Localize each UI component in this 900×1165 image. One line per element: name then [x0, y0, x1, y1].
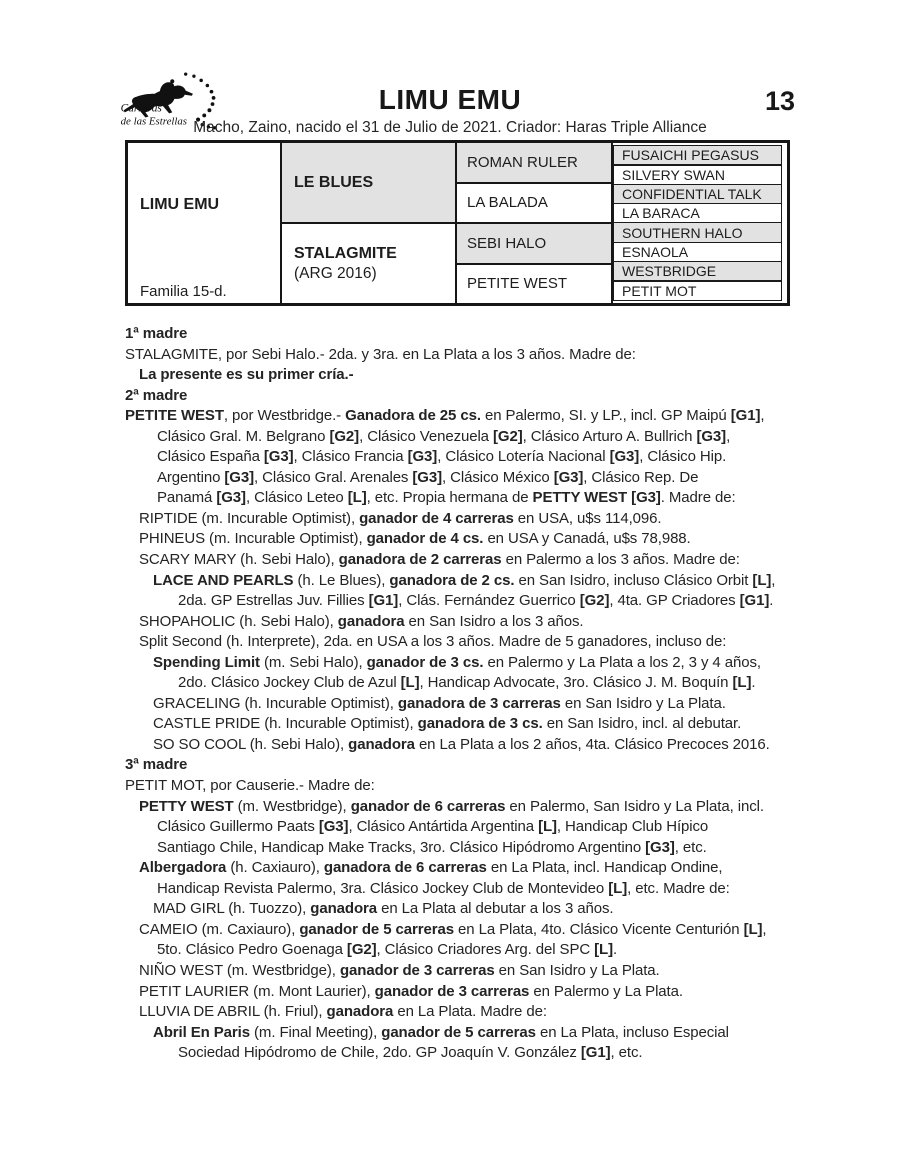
- text-segment: [G3]: [696, 427, 727, 445]
- text-segment: en La Plata, incl. Handicap Ondine,: [486, 859, 723, 877]
- text-segment: [G1]: [580, 1044, 611, 1062]
- text-segment: en La Plata al debutar a los 3 años.: [377, 900, 614, 918]
- text-segment: [G1]: [730, 407, 761, 425]
- text-segment: [L]: [732, 674, 752, 692]
- text-segment: en San Isidro, incluso Clásico Orbit: [514, 571, 753, 589]
- text-segment: Clásico España: [157, 448, 264, 466]
- pedigree-text-line: [139, 509, 870, 530]
- great-grandparent-cell: CONFIDENTIAL TALK: [613, 184, 782, 205]
- grandparent-cell: PETITE WEST: [457, 263, 611, 304]
- grandparent-cell: ROMAN RULER: [457, 143, 611, 182]
- text-segment: en Palermo, San Isidro y La Plata, incl.: [505, 797, 764, 815]
- text-segment: [G3]: [553, 468, 584, 486]
- text-segment: LLUVIA DE ABRIL (h. Friul),: [139, 1003, 327, 1021]
- text-segment: NIÑO WEST (m. Westbridge),: [139, 961, 340, 979]
- text-segment: , Handicap Advocate, 3ro. Clásico J. M. Boquín: [419, 674, 733, 692]
- dam-name: STALAGMITE: [294, 244, 397, 262]
- text-segment: ,: [726, 427, 731, 445]
- sire-name: LE BLUES: [294, 173, 374, 191]
- subject-cell: [128, 143, 280, 303]
- text-segment: en USA y Canadá, u$s 78,988.: [483, 530, 691, 548]
- text-segment: [L]: [608, 879, 628, 897]
- page-title: LIMU EMU: [378, 84, 522, 115]
- text-segment: 5to. Clásico Pedro Goenaga: [157, 941, 347, 959]
- text-segment: [L]: [400, 674, 420, 692]
- text-segment: 1ª madre: [125, 325, 188, 342]
- text-segment: , Clásico Venezuela: [359, 427, 493, 445]
- text-segment: ganadora: [310, 900, 378, 918]
- text-segment: Panamá: [157, 489, 217, 507]
- grandparent-cell: LA BALADA: [457, 182, 611, 223]
- text-segment: [G3]: [645, 838, 675, 856]
- text-segment: en La Plata, 4to. Clásico Vicente Centurión: [453, 920, 744, 938]
- text-segment: . Madre de:: [660, 489, 736, 507]
- text-segment: [G2]: [579, 592, 610, 610]
- text-segment: en La Plata. Madre de:: [393, 1003, 547, 1021]
- text-segment: Sociedad Hipódromo de Chile, 2do. GP Joaquín V. González: [178, 1044, 581, 1062]
- pedigree-text-line: [125, 324, 870, 345]
- text-segment: , Clásico Lotería Nacional: [437, 448, 610, 466]
- great-grandparent-cell: ESNAOLA: [613, 242, 782, 263]
- text-segment: 3ª madre: [125, 756, 188, 774]
- text-segment: [L]: [594, 941, 614, 959]
- text-segment: ganador de 3 carreras: [339, 961, 495, 979]
- great-grandparent-cell: WESTBRIDGE: [613, 261, 782, 282]
- text-segment: , Clásico Rep. De: [583, 468, 699, 486]
- text-segment: ganadora de 2 carreras: [338, 551, 502, 569]
- text-segment: (m. Sebi Halo),: [259, 653, 367, 671]
- text-segment: ganadora de 2 cs.: [389, 571, 515, 589]
- pedigree-text-line: [178, 591, 870, 612]
- pedigree-text-line: [153, 694, 870, 715]
- text-segment: La presente es su primer cría.-: [139, 366, 354, 384]
- text-segment: [G2]: [329, 427, 360, 445]
- pedigree-text-line: [157, 838, 870, 859]
- text-segment: [L]: [752, 571, 772, 589]
- pedigree-text-line: [139, 632, 870, 653]
- text-segment: [L]: [538, 818, 557, 836]
- text-segment: SO SO COOL (h. Sebi Halo),: [153, 735, 349, 753]
- great-grandparent-cell: LA BARACA: [613, 203, 782, 224]
- pedigree-text-line: [139, 550, 870, 571]
- text-segment: .: [769, 592, 774, 610]
- pedigree-text-line: [153, 1023, 870, 1044]
- text-segment: ganadora: [326, 1003, 394, 1021]
- text-segment: .: [751, 674, 756, 692]
- text-segment: CASTLE PRIDE (h. Incurable Optimist),: [153, 715, 418, 733]
- text-segment: Spending Limit: [153, 653, 260, 671]
- text-segment: .: [613, 941, 618, 959]
- text-segment: 2ª madre: [125, 386, 188, 404]
- text-segment: (m. Westbridge),: [233, 797, 351, 815]
- pedigree-text-line: [157, 817, 870, 838]
- text-segment: Albergadora: [139, 859, 227, 877]
- family-label: Familia 15-d.: [140, 283, 227, 300]
- logo-text-line1: Carreras: [120, 102, 162, 115]
- pedigree-text-line: [139, 529, 870, 550]
- text-segment: , etc.: [674, 838, 707, 856]
- text-segment: [G3]: [609, 448, 640, 466]
- pedigree-text-line: [153, 899, 870, 920]
- pedigree-text-line: [139, 1002, 870, 1023]
- parents-column: [280, 143, 455, 303]
- text-segment: ganador de 4 cs.: [366, 530, 484, 548]
- pedigree-text-line: [153, 735, 870, 756]
- text-segment: GRACELING (h. Incurable Optimist),: [153, 694, 398, 712]
- great-grandparent-cell: PETIT MOT: [613, 280, 782, 301]
- text-segment: 2da. GP Estrellas Juv. Fillies: [178, 592, 369, 610]
- pedigree-text-line: [125, 776, 870, 797]
- text-segment: [G3]: [263, 448, 294, 466]
- text-segment: SHOPAHOLIC (h. Sebi Halo),: [139, 612, 338, 630]
- text-segment: PETIT MOT, por Causerie.- Madre de:: [125, 777, 375, 795]
- text-segment: RIPTIDE (m. Incurable Optimist),: [139, 509, 360, 527]
- text-segment: [G2]: [346, 941, 377, 959]
- text-segment: Split Second (h. Interprete), 2da. en USA a los 3 años. Madre de 5 ganadores, incluso de:: [139, 633, 727, 651]
- text-segment: en Palermo y La Plata a los 2, 3 y 4 años,: [483, 653, 761, 671]
- text-segment: en Palermo, SI. y LP., incl. GP Maipú: [480, 407, 731, 425]
- text-segment: en Palermo a los 3 años. Madre de:: [501, 551, 740, 569]
- text-segment: PETITE WEST: [125, 407, 224, 425]
- pedigree-table: [125, 140, 790, 306]
- text-segment: ganadora de 6 carreras: [323, 859, 487, 877]
- pedigree-text-line: [139, 982, 870, 1003]
- pedigree-text-line: [157, 427, 870, 448]
- text-segment: Ganadora de 25 cs.: [345, 407, 481, 425]
- grandparents-column: [455, 143, 611, 303]
- text-segment: ,: [760, 407, 765, 425]
- pedigree-text-line: [125, 345, 870, 366]
- great-grandparent-cell: FUSAICHI PEGASUS: [613, 145, 782, 166]
- text-segment: [G1]: [368, 592, 399, 610]
- text-segment: [G2]: [493, 427, 523, 445]
- pedigree-text-line: [153, 714, 870, 735]
- horse-description: Macho, Zaino, nacido el 31 de Julio de 2021. Criador: Haras Triple Alliance: [193, 119, 707, 136]
- pedigree-notes: [125, 324, 870, 1064]
- pedigree-text-line: [178, 673, 870, 694]
- text-segment: , Clásico Hip.: [639, 448, 727, 466]
- text-segment: ganador de 4 carreras: [359, 509, 514, 527]
- text-segment: , etc. Madre de:: [627, 879, 730, 897]
- text-segment: , Clás. Fernández Guerrico: [398, 592, 580, 610]
- text-segment: [G3]: [224, 468, 254, 486]
- page-number: 13: [764, 86, 795, 116]
- pedigree-text-line: [139, 365, 870, 386]
- text-segment: PETTY WEST: [139, 797, 234, 815]
- text-segment: en San Isidro y La Plata.: [560, 694, 726, 712]
- text-segment: STALAGMITE, por Sebi Halo.- 2da. y 3ra. en La Plata a los 3 años. Madre de:: [125, 345, 636, 363]
- text-segment: [G3]: [407, 448, 438, 466]
- text-segment: [G3]: [318, 818, 349, 836]
- great-grandparent-cell: SOUTHERN HALO: [613, 222, 782, 243]
- text-segment: PHINEUS (m. Incurable Optimist),: [139, 530, 367, 548]
- text-segment: ganador de 5 carreras: [299, 920, 454, 938]
- logo-text-line2: de las Estrellas: [120, 115, 188, 128]
- pedigree-text-line: [153, 571, 870, 592]
- great-grandparents-column: [611, 143, 787, 303]
- pedigree-text-line: [157, 488, 870, 509]
- text-segment: SCARY MARY (h. Sebi Halo),: [139, 551, 339, 569]
- text-segment: , Clásico Antártida Argentina: [348, 818, 539, 836]
- pedigree-text-line: [139, 858, 870, 879]
- text-segment: , 4ta. GP Criadores: [609, 592, 740, 610]
- text-segment: ganador de 5 carreras: [381, 1023, 536, 1041]
- text-segment: en La Plata a los 2 años, 4ta. Clásico Precoces 2016.: [414, 735, 770, 753]
- text-segment: Handicap Revista Palermo, 3ra. Clásico Jockey Club de Montevideo: [157, 879, 609, 897]
- text-segment: ganadora de 3 cs.: [417, 715, 543, 733]
- text-segment: ganadora: [348, 735, 415, 753]
- text-segment: [G3]: [412, 468, 443, 486]
- text-segment: ganadora de 3 carreras: [397, 694, 561, 712]
- text-segment: ganador de 3 cs.: [366, 653, 484, 671]
- text-segment: 2do. Clásico Jockey Club de Azul: [178, 674, 401, 692]
- text-segment: Argentino: [157, 468, 225, 486]
- text-segment: en La Plata, incluso Especial: [535, 1023, 729, 1041]
- text-segment: en San Isidro y La Plata.: [494, 961, 660, 979]
- text-segment: ,: [762, 920, 767, 938]
- text-segment: en USA, u$s 114,096.: [513, 509, 662, 527]
- pedigree-text-line: [139, 961, 870, 982]
- pedigree-text-line: [157, 879, 870, 900]
- text-segment: Clásico Gral. M. Belgrano: [157, 427, 330, 445]
- pedigree-text-line: [139, 797, 870, 818]
- text-segment: en Palermo y La Plata.: [529, 982, 683, 1000]
- text-segment: Santiago Chile, Handicap Make Tracks, 3ro. Clásico Hipódromo Argentino: [157, 838, 646, 856]
- text-segment: Clásico Guillermo Paats: [157, 818, 319, 836]
- text-segment: CAMEIO (m. Caxiauro),: [139, 920, 300, 938]
- pedigree-text-line: [125, 386, 870, 407]
- pedigree-text-line: [139, 612, 870, 633]
- pedigree-text-line: [139, 920, 870, 941]
- text-segment: (h. Le Blues),: [293, 571, 390, 589]
- text-segment: [L]: [347, 489, 367, 507]
- text-segment: , etc. Propia hermana de: [366, 489, 533, 507]
- sire-cell: [282, 143, 455, 224]
- text-segment: ganador de 6 carreras: [350, 797, 506, 815]
- text-segment: ganadora: [337, 612, 405, 630]
- text-segment: ,: [771, 571, 776, 589]
- text-segment: PETIT LAURIER (m. Mont Laurier),: [139, 982, 375, 1000]
- grandparent-cell: SEBI HALO: [457, 222, 611, 263]
- pedigree-text-line: [125, 406, 870, 427]
- text-segment: , Clásico México: [442, 468, 554, 486]
- text-segment: , Clásico Criadores Arg. del SPC: [376, 941, 595, 959]
- text-segment: (m. Final Meeting),: [249, 1023, 382, 1041]
- pedigree-text-line: [157, 940, 870, 961]
- text-segment: , por Westbridge.-: [223, 407, 346, 425]
- text-segment: [G3]: [216, 489, 246, 507]
- text-segment: (h. Caxiauro),: [226, 859, 324, 877]
- text-segment: [L]: [743, 920, 763, 938]
- dam-cell: [282, 224, 455, 303]
- pedigree-text-line: [125, 755, 870, 776]
- great-grandparent-cell: SILVERY SWAN: [613, 164, 782, 185]
- text-segment: , Clásico Gral. Arenales: [254, 468, 413, 486]
- text-segment: en San Isidro a los 3 años.: [404, 612, 584, 630]
- text-segment: en San Isidro, incl. al debutar.: [542, 715, 742, 733]
- text-segment: [G1]: [739, 592, 770, 610]
- text-segment: ganador de 3 carreras: [374, 982, 530, 1000]
- pedigree-text-line: [153, 653, 870, 674]
- pedigree-text-line: [157, 468, 870, 489]
- text-segment: PETTY WEST [G3]: [532, 489, 661, 507]
- text-segment: , Clásico Leteo: [245, 489, 348, 507]
- text-segment: MAD GIRL (h. Tuozzo),: [153, 900, 311, 918]
- pedigree-text-line: [178, 1043, 870, 1064]
- text-segment: LACE AND PEARLS: [153, 571, 294, 589]
- text-segment: , etc.: [610, 1044, 643, 1062]
- pedigree-text-line: [157, 447, 870, 468]
- text-segment: Abril En Paris: [153, 1023, 250, 1041]
- text-segment: , Clásico Arturo A. Bullrich: [522, 427, 697, 445]
- text-segment: , Clásico Francia: [293, 448, 408, 466]
- dam-origin: (ARG 2016): [294, 264, 377, 282]
- subject-name: LIMU EMU: [140, 196, 220, 214]
- text-segment: , Handicap Club Hípico: [556, 818, 709, 836]
